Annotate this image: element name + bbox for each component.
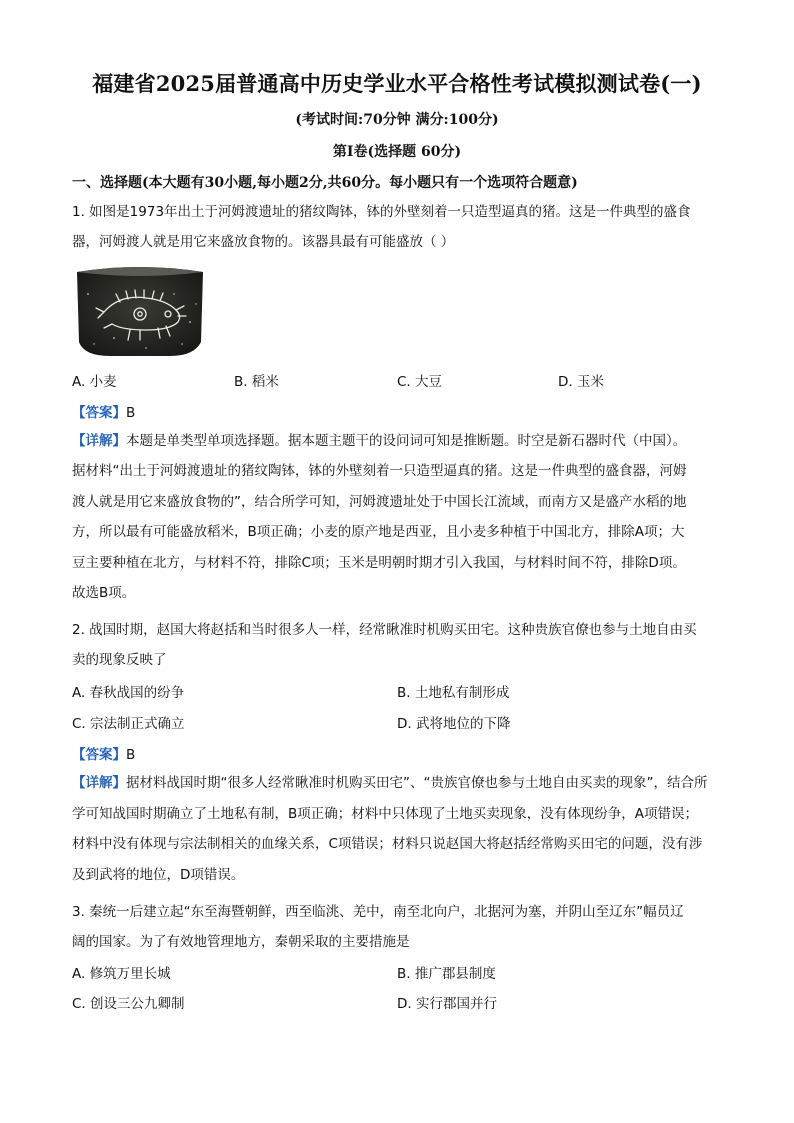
- exam-title: 福建省2025届普通高中历史学业水平合格性考试模拟测试卷(一): [92, 71, 702, 96]
- part-heading: 第Ⅰ卷(选择题 60分): [332, 144, 462, 160]
- q2-option-b[interactable]: B. 土地私有制形成: [397, 685, 510, 701]
- q1-detail-line4: 方，所以最有可能盛放稻米，B项正确；小麦的原产地是西亚，且小麦多种植于中国北方，排除A项；大: [72, 524, 685, 540]
- q2-detail-line2: 学可知战国时期确立了土地私有制，B项正确；材料中只体现了土地买卖现象，没有体现纷争，A项错误；: [72, 806, 698, 822]
- q1-answer: [72, 401, 135, 421]
- q3-option-c[interactable]: C. 创设三公九卿制: [72, 996, 185, 1012]
- detail-tag: 【详解】: [72, 433, 126, 449]
- q3-option-a[interactable]: A. 修筑万里长城: [72, 966, 171, 982]
- q1-option-c[interactable]: C. 大豆: [397, 374, 443, 390]
- q1-detail-line5: 豆主要种植在北方，与材料不符，排除C项；玉米是明朝时期才引入我国，与材料时间不符，排除D项。: [72, 555, 686, 571]
- q2-detail-line1: 【详解】据材料战国时期“很多人经常瞅准时机购买田宅”、“贵族官僚也参与土地自由买卖的现象”，结合所: [72, 775, 708, 791]
- exam-info: (考试时间:70分钟 满分:100分): [295, 112, 499, 128]
- section-heading: 一、选择题(本大题有30小题,每小题2分,共60分。每小题只有一个选项符合题意): [72, 175, 578, 191]
- q1-option-d[interactable]: D. 玉米: [558, 374, 604, 390]
- q1-option-a[interactable]: A. 小麦: [72, 374, 117, 390]
- q3-stem-line1: 3. 秦统一后建立起“东至海暨朝鲜，西至临洮、羌中，南至北向户，北据河为塞，并阴山至辽东”幅员辽: [72, 904, 684, 920]
- answer-tag: 【答案】: [72, 405, 126, 421]
- q3-stem-line2: 阔的国家。为了有效地管理地方，秦朝采取的主要措施是: [72, 934, 410, 950]
- q2-answer: [72, 743, 135, 763]
- q1-stem-line2: 器，河姆渡人就是用它来盛放食物的。该器具最有可能盛放（ ）: [72, 234, 455, 250]
- q3-option-b[interactable]: B. 推广郡县制度: [397, 966, 496, 982]
- q2-stem-line1: 2. 战国时期，赵国大将赵括和当时很多人一样，经常瞅准时机购买田宅。这种贵族官僚也参与土地自由买: [72, 622, 697, 638]
- detail-tag: 【详解】: [72, 775, 126, 791]
- q1-option-b[interactable]: B. 稻米: [234, 374, 279, 390]
- q1-detail-line1: 【详解】本题是单类型单项选择题。据本题主题干的设问词可知是推断题。时空是新石器时代（中国）。: [72, 433, 687, 449]
- q1-answer-value: B: [126, 405, 136, 421]
- pottery-bowl-image: [74, 264, 206, 358]
- q2-option-a[interactable]: A. 春秋战国的纷争: [72, 685, 185, 701]
- q1-detail-line6: 故选B项。: [72, 585, 136, 601]
- q2-detail-line4: 及到武将的地位，D项错误。: [72, 867, 245, 883]
- q1-stem-line1: 1. 如图是1973年出土于河姆渡遗址的猪纹陶钵，钵的外壁刻着一只造型逼真的猪。这是一件典型的盛食: [72, 204, 691, 220]
- q2-option-c[interactable]: C. 宗法制正式确立: [72, 716, 185, 732]
- q1-detail-line3: 渡人就是用它来盛放食物的”，结合所学可知，河姆渡遗址处于中国长江流域，而南方又是盛产水稻的地: [72, 494, 687, 510]
- q2-stem-line2: 卖的现象反映了: [72, 652, 167, 668]
- q2-option-d[interactable]: D. 武将地位的下降: [397, 716, 511, 732]
- q2-detail-line3: 材料中没有体现与宗法制相关的血缘关系，C项错误；材料只说赵国大将赵括经常购买田宅的问题，没有涉: [72, 836, 703, 852]
- q1-detail-line2: 据材料“出土于河姆渡遗址的猪纹陶钵，钵的外壁刻着一只造型逼真的猪。这是一件典型的盛食器，河姆: [72, 463, 687, 479]
- answer-tag: 【答案】: [72, 747, 126, 763]
- q3-option-d[interactable]: D. 实行郡国并行: [397, 996, 497, 1012]
- q2-answer-value: B: [126, 747, 136, 763]
